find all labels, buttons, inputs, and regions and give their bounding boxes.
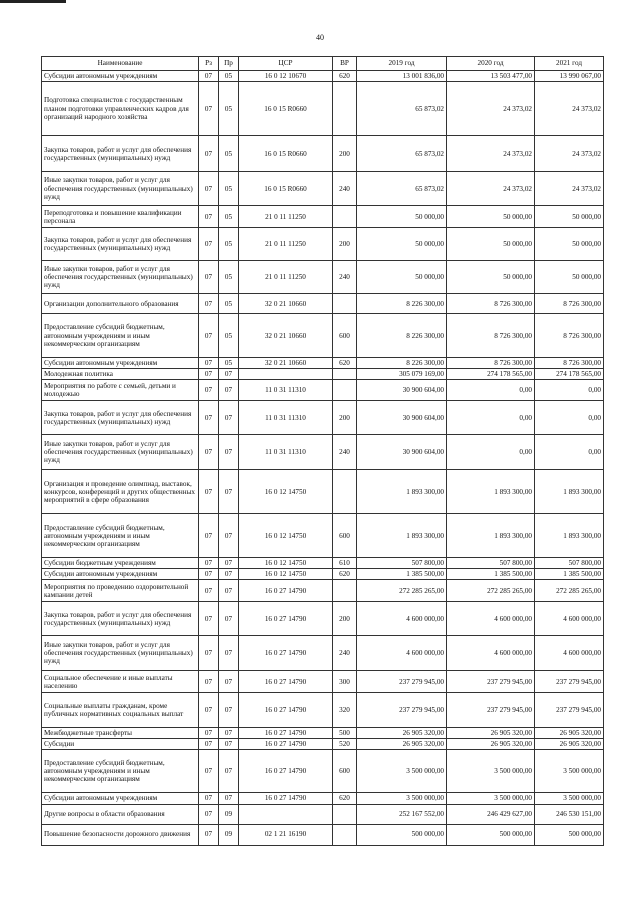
table-row bbox=[42, 750, 604, 793]
cell-csr: 16 0 27 14790 bbox=[239, 739, 333, 750]
cell-csr: 16 0 15 R0660 bbox=[239, 136, 333, 172]
cell-pr: 07 bbox=[219, 636, 239, 671]
cell-name: Субсидии автономным учреждениям bbox=[42, 793, 199, 804]
cell-pr: 05 bbox=[219, 314, 239, 358]
table-row bbox=[42, 514, 604, 558]
cell-csr: 16 0 12 10670 bbox=[239, 71, 333, 82]
col-header-rz: Рз bbox=[199, 57, 219, 71]
cell-vr: 240 bbox=[333, 172, 357, 206]
cell-csr: 16 0 27 14790 bbox=[239, 671, 333, 693]
cell-vr: 600 bbox=[333, 314, 357, 358]
cell-rz: 07 bbox=[199, 636, 219, 671]
table-row bbox=[42, 580, 604, 602]
cell-pr: 07 bbox=[219, 514, 239, 558]
table-row bbox=[42, 136, 604, 172]
cell-2021: 3 500 000,00 bbox=[535, 793, 604, 804]
table-row bbox=[42, 172, 604, 206]
col-header-csr: ЦСР bbox=[239, 57, 333, 71]
cell-2019: 50 000,00 bbox=[357, 206, 447, 228]
cell-name: Мероприятия по проведению оздоровительной кампании детей bbox=[42, 580, 199, 602]
table-row bbox=[42, 435, 604, 470]
cell-vr: 500 bbox=[333, 728, 357, 739]
cell-pr: 05 bbox=[219, 82, 239, 136]
cell-name: Субсидии автономным учреждениям bbox=[42, 71, 199, 82]
cell-vr: 300 bbox=[333, 671, 357, 693]
cell-name: Закупка товаров, работ и услуг для обеспечения государственных (муниципальных) нужд bbox=[42, 401, 199, 435]
cell-vr: 240 bbox=[333, 261, 357, 294]
cell-2019: 4 600 000,00 bbox=[357, 636, 447, 671]
cell-rz: 07 bbox=[199, 804, 219, 824]
cell-vr: 620 bbox=[333, 358, 357, 369]
cell-vr bbox=[333, 470, 357, 514]
cell-2019: 13 001 836,00 bbox=[357, 71, 447, 82]
cell-rz: 07 bbox=[199, 136, 219, 172]
cell-2020: 26 905 320,00 bbox=[447, 739, 535, 750]
cell-csr: 16 0 27 14790 bbox=[239, 636, 333, 671]
cell-pr: 07 bbox=[219, 435, 239, 470]
cell-vr bbox=[333, 804, 357, 824]
cell-name: Субсидии автономным учреждениям bbox=[42, 569, 199, 580]
cell-2019: 8 226 300,00 bbox=[357, 294, 447, 314]
cell-2019: 237 279 945,00 bbox=[357, 671, 447, 693]
cell-2021: 50 000,00 bbox=[535, 206, 604, 228]
cell-rz: 07 bbox=[199, 739, 219, 750]
table-row bbox=[42, 294, 604, 314]
cell-2019: 305 079 169,00 bbox=[357, 369, 447, 380]
cell-csr bbox=[239, 804, 333, 824]
cell-name: Иные закупки товаров, работ и услуг для обеспечения государственных (муниципальных) нужд bbox=[42, 435, 199, 470]
cell-pr: 07 bbox=[219, 558, 239, 569]
cell-vr: 200 bbox=[333, 136, 357, 172]
cell-2020: 246 429 627,00 bbox=[447, 804, 535, 824]
cell-2020: 26 905 320,00 bbox=[447, 728, 535, 739]
cell-2020: 50 000,00 bbox=[447, 206, 535, 228]
table-body bbox=[42, 71, 604, 846]
cell-name: Социальные выплаты гражданам, кроме публичных нормативных социальных выплат bbox=[42, 693, 199, 728]
cell-name: Субсидии бюджетным учреждениям bbox=[42, 558, 199, 569]
cell-2019: 1 893 300,00 bbox=[357, 514, 447, 558]
table-row bbox=[42, 369, 604, 380]
cell-pr: 07 bbox=[219, 380, 239, 401]
budget-table bbox=[41, 56, 604, 846]
cell-rz: 07 bbox=[199, 358, 219, 369]
cell-rz: 07 bbox=[199, 569, 219, 580]
table-row bbox=[42, 206, 604, 228]
cell-csr: 21 0 11 11250 bbox=[239, 261, 333, 294]
cell-csr: 16 0 27 14790 bbox=[239, 580, 333, 602]
cell-pr: 07 bbox=[219, 671, 239, 693]
cell-2021: 26 905 320,00 bbox=[535, 728, 604, 739]
cell-vr: 320 bbox=[333, 693, 357, 728]
cell-name: Подготовка специалистов с государственным планом подготовки управленческих кадров для организаций народного хозяйства bbox=[42, 82, 199, 136]
cell-2021: 0,00 bbox=[535, 380, 604, 401]
cell-csr: 16 0 15 R0660 bbox=[239, 82, 333, 136]
cell-pr: 05 bbox=[219, 136, 239, 172]
cell-vr bbox=[333, 294, 357, 314]
cell-name: Закупка товаров, работ и услуг для обеспечения государственных (муниципальных) нужд bbox=[42, 136, 199, 172]
cell-csr: 21 0 11 11250 bbox=[239, 206, 333, 228]
col-header-2019: 2019 год bbox=[357, 57, 447, 71]
cell-vr: 620 bbox=[333, 793, 357, 804]
cell-rz: 07 bbox=[199, 369, 219, 380]
cell-vr: 200 bbox=[333, 401, 357, 435]
cell-2020: 4 600 000,00 bbox=[447, 636, 535, 671]
cell-vr: 610 bbox=[333, 558, 357, 569]
cell-csr: 16 0 12 14750 bbox=[239, 569, 333, 580]
cell-name: Предоставление субсидий бюджетным, автономным учреждениям и иным некоммерческим организациям bbox=[42, 514, 199, 558]
cell-name: Мероприятия по работе с семьей, детьми и молодежью bbox=[42, 380, 199, 401]
col-header-2020: 2020 год bbox=[447, 57, 535, 71]
col-header-name: Наименование bbox=[42, 57, 199, 71]
cell-name: Иные закупки товаров, работ и услуг для обеспечения государственных (муниципальных) нужд bbox=[42, 172, 199, 206]
cell-name: Повышение безопасности дорожного движения bbox=[42, 824, 199, 845]
cell-2019: 252 167 552,00 bbox=[357, 804, 447, 824]
cell-vr bbox=[333, 206, 357, 228]
cell-csr: 16 0 27 14790 bbox=[239, 693, 333, 728]
cell-2019: 272 285 265,00 bbox=[357, 580, 447, 602]
cell-vr: 240 bbox=[333, 636, 357, 671]
cell-csr: 16 0 12 14750 bbox=[239, 470, 333, 514]
cell-2020: 1 893 300,00 bbox=[447, 470, 535, 514]
cell-2020: 4 600 000,00 bbox=[447, 602, 535, 636]
cell-2019: 1 893 300,00 bbox=[357, 470, 447, 514]
table-row bbox=[42, 380, 604, 401]
cell-2021: 1 385 500,00 bbox=[535, 569, 604, 580]
table-row bbox=[42, 824, 604, 845]
cell-vr bbox=[333, 824, 357, 845]
cell-2019: 65 873,02 bbox=[357, 82, 447, 136]
cell-2021: 500 000,00 bbox=[535, 824, 604, 845]
cell-csr: 32 0 21 10660 bbox=[239, 358, 333, 369]
cell-name: Межбюджетные трансферты bbox=[42, 728, 199, 739]
table-row bbox=[42, 569, 604, 580]
cell-vr bbox=[333, 369, 357, 380]
cell-rz: 07 bbox=[199, 671, 219, 693]
cell-2020: 500 000,00 bbox=[447, 824, 535, 845]
cell-name: Предоставление субсидий бюджетным, автономным учреждениям и иным некоммерческим организациям bbox=[42, 750, 199, 793]
cell-name: Закупка товаров, работ и услуг для обеспечения государственных (муниципальных) нужд bbox=[42, 228, 199, 261]
cell-csr: 02 1 21 16190 bbox=[239, 824, 333, 845]
cell-csr: 16 0 27 14790 bbox=[239, 602, 333, 636]
cell-csr: 11 0 31 11310 bbox=[239, 380, 333, 401]
cell-2020: 3 500 000,00 bbox=[447, 750, 535, 793]
cell-2019: 50 000,00 bbox=[357, 261, 447, 294]
cell-rz: 07 bbox=[199, 294, 219, 314]
cell-vr: 240 bbox=[333, 435, 357, 470]
cell-vr: 520 bbox=[333, 739, 357, 750]
cell-2020: 24 373,02 bbox=[447, 82, 535, 136]
cell-2020: 24 373,02 bbox=[447, 172, 535, 206]
cell-2020: 0,00 bbox=[447, 380, 535, 401]
table-row bbox=[42, 558, 604, 569]
table-row bbox=[42, 739, 604, 750]
cell-2019: 1 385 500,00 bbox=[357, 569, 447, 580]
cell-rz: 07 bbox=[199, 401, 219, 435]
cell-2020: 24 373,02 bbox=[447, 136, 535, 172]
cell-vr bbox=[333, 380, 357, 401]
cell-2021: 24 373,02 bbox=[535, 172, 604, 206]
cell-pr: 05 bbox=[219, 358, 239, 369]
cell-csr: 16 0 12 14750 bbox=[239, 558, 333, 569]
cell-rz: 07 bbox=[199, 206, 219, 228]
cell-2019: 237 279 945,00 bbox=[357, 693, 447, 728]
table-row bbox=[42, 793, 604, 804]
cell-2021: 50 000,00 bbox=[535, 261, 604, 294]
cell-name: Субсидии bbox=[42, 739, 199, 750]
cell-rz: 07 bbox=[199, 558, 219, 569]
cell-name: Социальное обеспечение и иные выплаты населению bbox=[42, 671, 199, 693]
cell-pr: 05 bbox=[219, 172, 239, 206]
cell-csr: 11 0 31 11310 bbox=[239, 435, 333, 470]
cell-rz: 07 bbox=[199, 470, 219, 514]
cell-2019: 500 000,00 bbox=[357, 824, 447, 845]
cell-2021: 3 500 000,00 bbox=[535, 750, 604, 793]
cell-name: Субсидии автономным учреждениям bbox=[42, 358, 199, 369]
cell-pr: 07 bbox=[219, 693, 239, 728]
cell-2021: 13 990 067,00 bbox=[535, 71, 604, 82]
cell-2019: 3 500 000,00 bbox=[357, 793, 447, 804]
table-row bbox=[42, 401, 604, 435]
cell-2021: 4 600 000,00 bbox=[535, 636, 604, 671]
cell-pr: 07 bbox=[219, 750, 239, 793]
cell-2021: 1 893 300,00 bbox=[535, 470, 604, 514]
table-header bbox=[42, 57, 604, 71]
cell-2021: 8 726 300,00 bbox=[535, 314, 604, 358]
cell-pr: 05 bbox=[219, 206, 239, 228]
cell-pr: 07 bbox=[219, 793, 239, 804]
cell-2020: 8 726 300,00 bbox=[447, 358, 535, 369]
cell-csr: 11 0 31 11310 bbox=[239, 401, 333, 435]
cell-csr bbox=[239, 369, 333, 380]
cell-csr: 16 0 27 14790 bbox=[239, 750, 333, 793]
col-header-2021: 2021 год bbox=[535, 57, 604, 71]
cell-rz: 07 bbox=[199, 82, 219, 136]
cell-2019: 8 226 300,00 bbox=[357, 314, 447, 358]
cell-csr: 16 0 27 14790 bbox=[239, 728, 333, 739]
cell-2019: 4 600 000,00 bbox=[357, 602, 447, 636]
cell-csr: 16 0 27 14790 bbox=[239, 793, 333, 804]
cell-rz: 07 bbox=[199, 261, 219, 294]
cell-pr: 07 bbox=[219, 401, 239, 435]
cell-2020: 237 279 945,00 bbox=[447, 693, 535, 728]
cell-2021: 8 726 300,00 bbox=[535, 294, 604, 314]
cell-2021: 274 178 565,00 bbox=[535, 369, 604, 380]
cell-name: Молодежная политика bbox=[42, 369, 199, 380]
cell-2020: 13 503 477,00 bbox=[447, 71, 535, 82]
cell-rz: 07 bbox=[199, 793, 219, 804]
cell-vr: 600 bbox=[333, 750, 357, 793]
cell-rz: 07 bbox=[199, 728, 219, 739]
cell-2021: 237 279 945,00 bbox=[535, 671, 604, 693]
cell-name: Другие вопросы в области образования bbox=[42, 804, 199, 824]
table-row bbox=[42, 82, 604, 136]
cell-pr: 05 bbox=[219, 294, 239, 314]
col-header-vr: ВР bbox=[333, 57, 357, 71]
cell-csr: 21 0 11 11250 bbox=[239, 228, 333, 261]
cell-2019: 30 900 604,00 bbox=[357, 401, 447, 435]
table-row bbox=[42, 261, 604, 294]
cell-pr: 05 bbox=[219, 228, 239, 261]
cell-2019: 26 905 320,00 bbox=[357, 739, 447, 750]
cell-2020: 50 000,00 bbox=[447, 228, 535, 261]
cell-vr bbox=[333, 580, 357, 602]
cell-2019: 30 900 604,00 bbox=[357, 435, 447, 470]
cell-csr: 16 0 15 R0660 bbox=[239, 172, 333, 206]
cell-vr: 600 bbox=[333, 514, 357, 558]
cell-2020: 274 178 565,00 bbox=[447, 369, 535, 380]
cell-rz: 07 bbox=[199, 824, 219, 845]
cell-pr: 07 bbox=[219, 369, 239, 380]
cell-name: Организации дополнительного образования bbox=[42, 294, 199, 314]
cell-2021: 237 279 945,00 bbox=[535, 693, 604, 728]
cell-2019: 3 500 000,00 bbox=[357, 750, 447, 793]
cell-2021: 26 905 320,00 bbox=[535, 739, 604, 750]
cell-pr: 07 bbox=[219, 470, 239, 514]
cell-rz: 07 bbox=[199, 602, 219, 636]
cell-2019: 65 873,02 bbox=[357, 172, 447, 206]
cell-2020: 8 726 300,00 bbox=[447, 314, 535, 358]
table-row bbox=[42, 636, 604, 671]
cell-pr: 05 bbox=[219, 261, 239, 294]
cell-2021: 0,00 bbox=[535, 435, 604, 470]
cell-name: Переподготовка и повышение квалификации персонала bbox=[42, 206, 199, 228]
table-row bbox=[42, 314, 604, 358]
table-row bbox=[42, 671, 604, 693]
cell-name: Закупка товаров, работ и услуг для обеспечения государственных (муниципальных) нужд bbox=[42, 602, 199, 636]
cell-2021: 0,00 bbox=[535, 401, 604, 435]
table-row bbox=[42, 358, 604, 369]
cell-pr: 09 bbox=[219, 824, 239, 845]
cell-2021: 24 373,02 bbox=[535, 82, 604, 136]
cell-2020: 237 279 945,00 bbox=[447, 671, 535, 693]
cell-pr: 07 bbox=[219, 602, 239, 636]
cell-pr: 07 bbox=[219, 739, 239, 750]
cell-2020: 8 726 300,00 bbox=[447, 294, 535, 314]
cell-2020: 3 500 000,00 bbox=[447, 793, 535, 804]
table-row bbox=[42, 228, 604, 261]
table-row bbox=[42, 71, 604, 82]
cell-2020: 1 385 500,00 bbox=[447, 569, 535, 580]
cell-name: Иные закупки товаров, работ и услуг для обеспечения государственных (муниципальных) нужд bbox=[42, 636, 199, 671]
cell-pr: 07 bbox=[219, 580, 239, 602]
cell-rz: 07 bbox=[199, 514, 219, 558]
cell-pr: 07 bbox=[219, 728, 239, 739]
cell-2019: 26 905 320,00 bbox=[357, 728, 447, 739]
cell-rz: 07 bbox=[199, 71, 219, 82]
cell-rz: 07 bbox=[199, 750, 219, 793]
cell-2021: 272 285 265,00 bbox=[535, 580, 604, 602]
cell-rz: 07 bbox=[199, 228, 219, 261]
cell-rz: 07 bbox=[199, 380, 219, 401]
cell-2019: 50 000,00 bbox=[357, 228, 447, 261]
cell-rz: 07 bbox=[199, 435, 219, 470]
cell-2021: 24 373,02 bbox=[535, 136, 604, 172]
table-row bbox=[42, 602, 604, 636]
cell-vr: 620 bbox=[333, 71, 357, 82]
cell-csr: 32 0 21 10660 bbox=[239, 314, 333, 358]
cell-2021: 507 800,00 bbox=[535, 558, 604, 569]
cell-2021: 1 893 300,00 bbox=[535, 514, 604, 558]
cell-rz: 07 bbox=[199, 172, 219, 206]
cell-2021: 4 600 000,00 bbox=[535, 602, 604, 636]
table-row bbox=[42, 728, 604, 739]
table-row bbox=[42, 693, 604, 728]
col-header-pr: Пр bbox=[219, 57, 239, 71]
cell-name: Организация и проведение олимпиад, выставок, конкурсов, конференций и других общественных мероприятий в сфере образования bbox=[42, 470, 199, 514]
cell-2021: 246 530 151,00 bbox=[535, 804, 604, 824]
cell-vr: 200 bbox=[333, 228, 357, 261]
cell-2019: 65 873,02 bbox=[357, 136, 447, 172]
cell-csr: 16 0 12 14750 bbox=[239, 514, 333, 558]
cell-2019: 8 226 300,00 bbox=[357, 358, 447, 369]
cell-name: Иные закупки товаров, работ и услуг для обеспечения государственных (муниципальных) нужд bbox=[42, 261, 199, 294]
cell-rz: 07 bbox=[199, 314, 219, 358]
cell-pr: 09 bbox=[219, 804, 239, 824]
cell-rz: 07 bbox=[199, 693, 219, 728]
cell-2021: 50 000,00 bbox=[535, 228, 604, 261]
cell-2020: 507 800,00 bbox=[447, 558, 535, 569]
table-row bbox=[42, 804, 604, 824]
cell-2020: 50 000,00 bbox=[447, 261, 535, 294]
cell-2019: 30 900 604,00 bbox=[357, 380, 447, 401]
top-rule bbox=[0, 0, 66, 3]
cell-pr: 05 bbox=[219, 71, 239, 82]
cell-2020: 1 893 300,00 bbox=[447, 514, 535, 558]
cell-2020: 272 285 265,00 bbox=[447, 580, 535, 602]
cell-rz: 07 bbox=[199, 580, 219, 602]
cell-vr: 200 bbox=[333, 602, 357, 636]
cell-2021: 8 726 300,00 bbox=[535, 358, 604, 369]
page-number: 40 bbox=[316, 33, 324, 42]
cell-2019: 507 800,00 bbox=[357, 558, 447, 569]
cell-2020: 0,00 bbox=[447, 401, 535, 435]
table-row bbox=[42, 470, 604, 514]
cell-pr: 07 bbox=[219, 569, 239, 580]
cell-csr: 32 0 21 10660 bbox=[239, 294, 333, 314]
cell-vr bbox=[333, 82, 357, 136]
cell-name: Предоставление субсидий бюджетным, автономным учреждениям и иным некоммерческим организациям bbox=[42, 314, 199, 358]
cell-vr: 620 bbox=[333, 569, 357, 580]
cell-2020: 0,00 bbox=[447, 435, 535, 470]
